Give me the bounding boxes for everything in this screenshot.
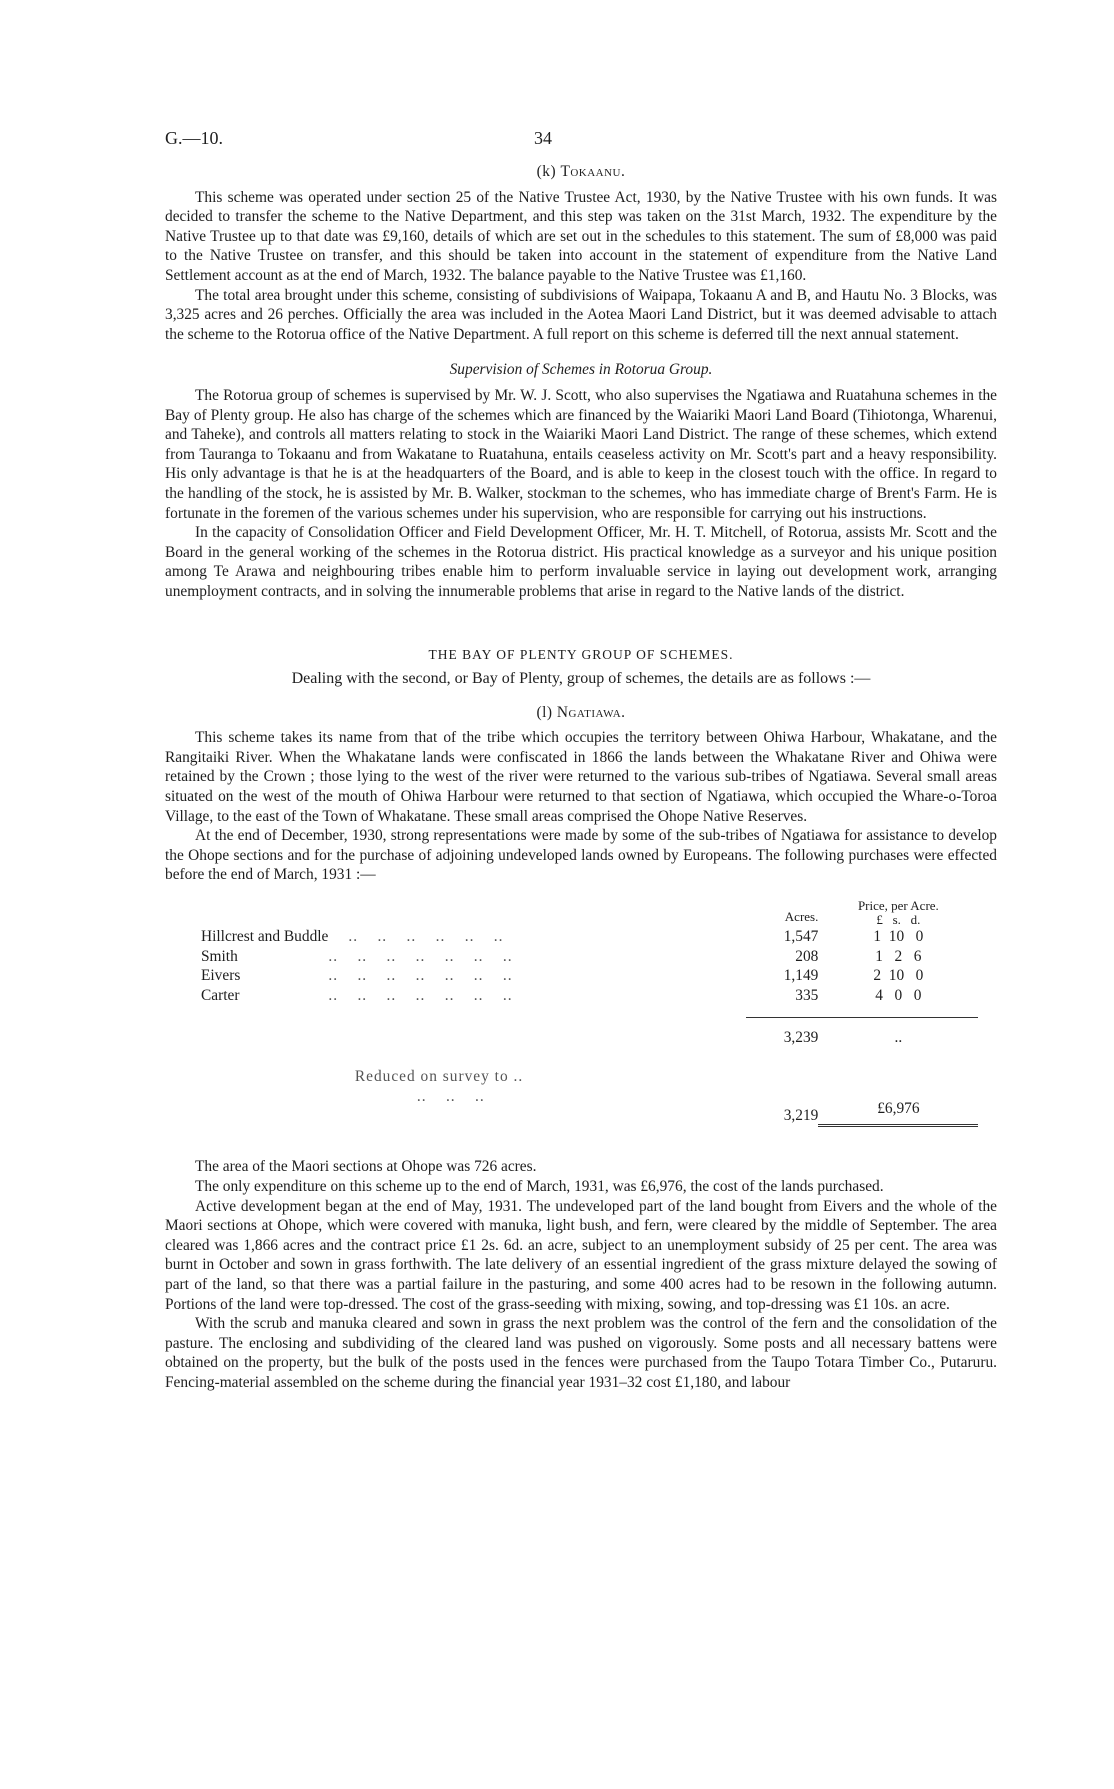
table-header-row <box>201 899 978 927</box>
section-l-paragraph: At the end of December, 1930, strong representations were made by some of the sub-tribes of Ngatiawa for assistance to develop the Ohope sections and for the purchase of adjoining undeveloped lands owned by Europeans. The following purchases were effected before the end of March, 1931 :— <box>165 827 997 884</box>
leader-dots: .. .. .. .. .. .. .. <box>328 967 513 985</box>
section-l-letter: (l) <box>536 703 553 721</box>
table-row <box>201 927 978 947</box>
supervision-heading: Supervision of Schemes in Rotorua Group. <box>449 361 713 379</box>
leader-dots: .. .. .. .. .. .. <box>348 928 504 945</box>
purchase-name: Eivers <box>201 967 241 985</box>
table-row <box>201 966 978 986</box>
purchase-price: 4 0 0 <box>875 986 922 1004</box>
table-total-row <box>201 1017 978 1047</box>
section-k-letter: (k) <box>536 163 557 180</box>
page-content <box>165 162 997 1392</box>
section-l-heading <box>165 703 997 723</box>
header-price-units: £ s. d. <box>876 912 921 927</box>
reduced-label <box>328 1047 746 1125</box>
total-acres: 3,239 <box>746 1017 818 1047</box>
header-acres: Acres. <box>784 909 819 925</box>
section-k-paragraph: This scheme was operated under section 25 of the Native Trustee Act, 1930, by the Native Trustee with his own funds. It was decided to transfer the scheme to the Native Department, and this step was taken on the 31st March, 1932. The expenditure by the Native Trustee up to that date was £9,160, details of which are set out in the schedules to this statement. The sum of £8,000 was paid to the Native Trustee on transfer, and this should be taken into account in the statement of expenditure from the Native Land Settlement account as at the end of March, 1932. The balance payable to the Native Trustee was £1,160. <box>165 188 997 284</box>
table-row <box>201 947 978 967</box>
leader-dots: .. .. .. .. .. .. .. <box>328 947 513 965</box>
section-k-paragraph: The total area brought under this scheme, consisting of subdivisions of Waipapa, Tokaanu A and B, and Hautu No. 3 Blocks, was 3,325 acres and 26 perches. Officially the area was included in the Aotea Maori Land District, but it was deemed advisable to attach the scheme to the Rotorua office of the Native Department. A full report on this scheme is deferred till the next annual statement. <box>165 286 997 343</box>
closing-paragraph: The area of the Maori sections at Ohope was 726 acres. <box>195 1158 537 1176</box>
total-price: .. <box>818 1017 978 1047</box>
closing-paragraph: With the scrub and manuka cleared and sown in grass the next problem was the control of the fern and the consolidation of the pasture. The enclosing and subdividing of the cleared land was pushed on vigorously. Some posts and all necessary battens were obtained on the property, but the bulk of the posts used in the fences were purchased from the Taupo Totara Timber Co., Putaruru. Fencing-material assembled on the scheme during the financial year 1931–32 cost £1,180, and labour <box>165 1315 997 1391</box>
purchase-acres: 1,547 <box>783 928 819 945</box>
supervision-paragraph: In the capacity of Consolidation Officer and Field Development Officer, Mr. H. T. Mitchell, of Rotorua, assists Mr. Scott and the Board in the general working of the schemes in the Rotorua district. His practical knowledge as a surveyor and his unique position among Te Arawa and neighbouring tribes enable him to perform invaluable service in laying out development work, arranging unemployment contracts, and in solving the innumerable problems that arise in regard to the Native lands of the district. <box>165 524 997 600</box>
table-row <box>201 986 978 1006</box>
purchase-price: 2 10 0 <box>873 967 924 985</box>
leader-dots: .. .. .. .. .. .. .. <box>328 986 513 1004</box>
purchase-acres: 335 <box>795 986 819 1004</box>
closing-paragraph: The only expenditure on this scheme up to the end of March, 1931, was £6,976, the cost of the lands purchased. <box>195 1177 884 1195</box>
purchase-name: Carter <box>201 986 240 1004</box>
supervision-paragraph: The Rotorua group of schemes is supervised by Mr. W. J. Scott, who also supervises the Ngatiawa and Ruatahuna schemes in the Bay of Plenty group. He also has charge of the schemes which are financed by the Waiariki Maori Land Board (Tihiotonga, Wharenui, and Taheke), and controls all matters relating to stock in the Waiariki Maori Land District. The range of these schemes, which extend from Tauranga to Tokaanu and from Wakatane to Ruatahuna, entails ceaseless activity on Mr. Scott's part and a heavy responsibility. His only advantage is that he is at the headquarters of the Board, and is able to keep in the closest touch with the office. In regard to the handling of the stock, he is assisted by Mr. B. Walker, stockman to the schemes, who has immediate charge of Brent's Farm. He is fortunate in the foremen of the various schemes under his supervision, who are responsible for carrying out his instructions. <box>165 386 997 522</box>
leader-dots: .. .. .. <box>416 1087 485 1105</box>
page-number: 34 <box>534 128 552 148</box>
section-k-heading <box>165 162 997 182</box>
section-l-paragraph: This scheme takes its name from that of the tribe which occupies the territory between Ohiwa Harbour, Whakatane, and the Rangitaiki River. When the Whakatane lands were confiscated in 1866 the lands between the Whakatane River and Ohiwa were retained by the Crown ; those lying to the west of the river were returned to the various sub-tribes of Ngatiawa. Several small areas situated on the west of the mouth of Ohiwa Harbour were returned to that section of Ngatiawa, which occupied the Whare-o-Toroa Village, to the east of the Town of Whakatane. These small areas comprised the Ohope Native Reserves. <box>165 729 997 825</box>
bay-of-plenty-intro: Dealing with the second, or Bay of Plenty, group of schemes, the details are as follows :— <box>291 670 871 688</box>
closing-paragraph: Active development began at the end of May, 1931. The undeveloped part of the land bought from Eivers and the whole of the Maori sections at Ohope, which were covered with manuka, light bush, and fern, were cleared by the middle of September. The area cleared was 1,866 acres and the contract price £1 2s. 6d. an acre, subject to an unemployment subsidy of 25 per cent. The area was burnt in October and sown in grass forthwith. The late delivery of an essential ingredient of the grass mixture delayed the sowing of part of the land, so that there was a partial failure in the pasturing, and some 400 acres had to be resown in the following autumn. Portions of the land were top-dressed. The cost of the grass-seeding with mixing, sowing, and top-dressing was £1 10s. an acre. <box>165 1197 997 1313</box>
bay-of-plenty-heading: THE BAY OF PLENTY GROUP OF SCHEMES. <box>428 647 734 663</box>
header-price-label: Price, per Acre. <box>857 898 939 913</box>
purchases-table <box>201 899 978 1127</box>
purchase-acres: 208 <box>795 947 819 965</box>
purchase-price: 1 10 0 <box>873 928 924 945</box>
purchase-name: Smith <box>201 947 238 965</box>
table-reduced-row <box>201 1047 978 1125</box>
header-price <box>818 899 978 927</box>
reduced-price: £6,976 <box>818 1047 978 1125</box>
section-l-name: Ngatiawa. <box>556 703 626 721</box>
purchase-price: 1 2 6 <box>875 947 922 965</box>
reduced-acres: 3,219 <box>783 1107 819 1125</box>
section-k-name: Tokaanu. <box>560 163 626 180</box>
page-reference: G.—10. <box>165 128 223 148</box>
reduced-label-text: Reduced on survey to .. <box>354 1068 524 1086</box>
purchase-name: Hillcrest and Buddle <box>201 928 329 945</box>
purchase-acres: 1,149 <box>783 967 819 985</box>
